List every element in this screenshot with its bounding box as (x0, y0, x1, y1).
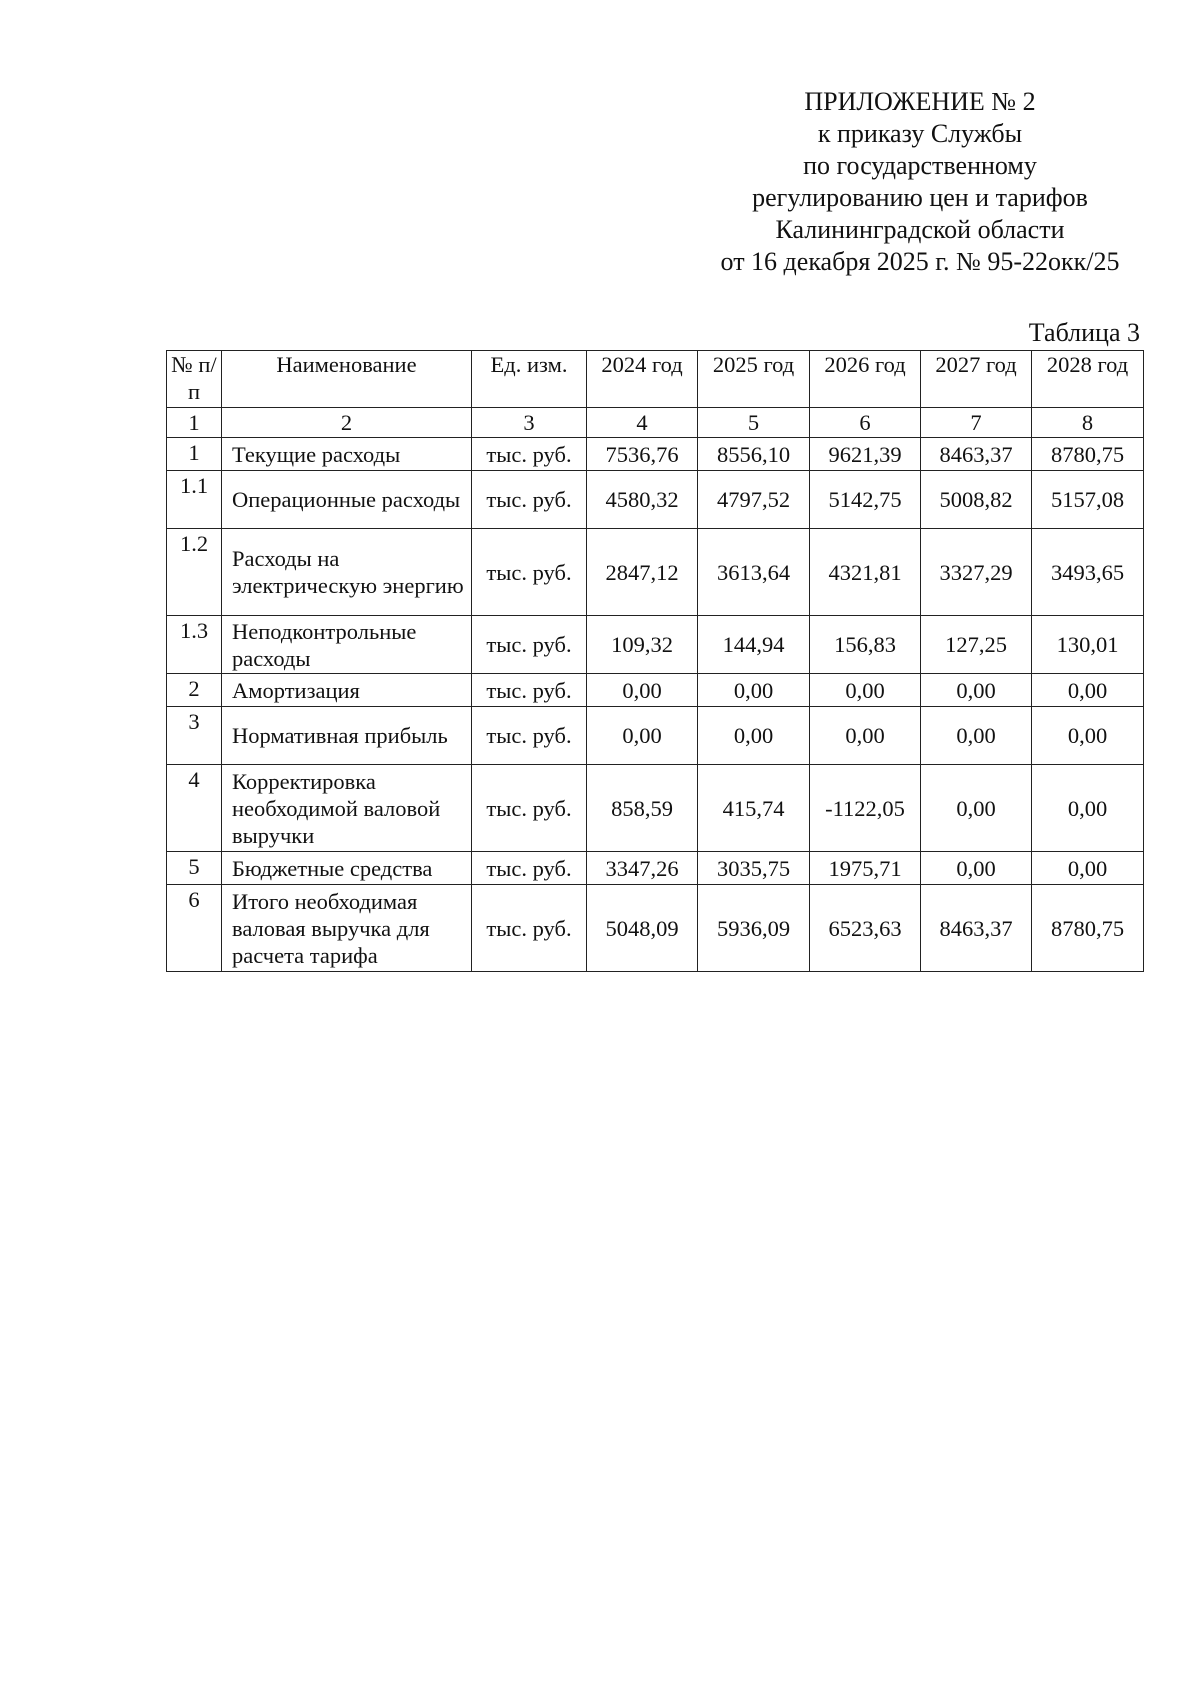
value-cell: -1122,05 (810, 765, 921, 852)
annex-line: по государственному (803, 151, 1037, 180)
row-name: Бюджетные средства (222, 852, 472, 885)
row-number: 1.3 (167, 616, 222, 674)
value-cell: 858,59 (587, 765, 698, 852)
row-number: 2 (167, 674, 222, 707)
value-cell: 0,00 (698, 674, 810, 707)
header-row (167, 351, 1144, 408)
value-cell: 0,00 (921, 707, 1032, 765)
header-cell: 2024 год (587, 351, 698, 408)
value-cell: 0,00 (587, 674, 698, 707)
value-cell: 0,00 (921, 852, 1032, 885)
row-name: Корректировка необходимой валовой выручки (222, 765, 472, 852)
column-number: 5 (698, 408, 810, 438)
value-cell: 0,00 (810, 674, 921, 707)
value-cell: 0,00 (1032, 707, 1144, 765)
value-cell: 3613,64 (698, 529, 810, 616)
value-cell: 3035,75 (698, 852, 810, 885)
value-cell: 144,94 (698, 616, 810, 674)
value-cell: 0,00 (921, 765, 1032, 852)
table-row-total (167, 885, 1144, 972)
row-name: Неподконтрольные расходы (222, 616, 472, 674)
row-name: Расходы на электрическую энергию (222, 529, 472, 616)
row-unit: тыс. руб. (472, 438, 587, 471)
row-number: 3 (167, 707, 222, 765)
annex-line: регулированию цен и тарифов (752, 183, 1088, 212)
annex-title: ПРИЛОЖЕНИЕ № 2 (804, 87, 1036, 116)
table-row (167, 852, 1144, 885)
table-row (167, 438, 1144, 471)
value-cell: 0,00 (1032, 852, 1144, 885)
column-number-row (167, 408, 1144, 438)
value-cell: 415,74 (698, 765, 810, 852)
column-number: 3 (472, 408, 587, 438)
value-cell: 130,01 (1032, 616, 1144, 674)
row-name: Амортизация (222, 674, 472, 707)
row-number: 1 (167, 438, 222, 471)
tariff-table (166, 350, 1144, 972)
value-cell: 2847,12 (587, 529, 698, 616)
value-cell: 0,00 (1032, 765, 1144, 852)
table-row (167, 529, 1144, 616)
column-number: 7 (921, 408, 1032, 438)
value-cell: 8463,37 (921, 438, 1032, 471)
row-number: 1.2 (167, 529, 222, 616)
value-cell: 1975,71 (810, 852, 921, 885)
table-row (167, 765, 1144, 852)
row-number: 6 (167, 885, 222, 972)
value-cell: 8556,10 (698, 438, 810, 471)
header-cell: 2027 год (921, 351, 1032, 408)
table-row (167, 471, 1144, 529)
row-unit: тыс. руб. (472, 765, 587, 852)
value-cell: 8780,75 (1032, 438, 1144, 471)
row-number: 5 (167, 852, 222, 885)
row-unit: тыс. руб. (472, 885, 587, 972)
row-name: Итого необходимая валовая выручка для расчета тарифа (222, 885, 472, 972)
row-unit: тыс. руб. (472, 616, 587, 674)
row-unit: тыс. руб. (472, 529, 587, 616)
value-cell: 127,25 (921, 616, 1032, 674)
annex-line: Калининградской области (775, 215, 1065, 244)
row-unit: тыс. руб. (472, 471, 587, 529)
value-cell: 9621,39 (810, 438, 921, 471)
value-cell: 3493,65 (1032, 529, 1144, 616)
header-cell: Наименование (222, 351, 472, 408)
value-cell: 8780,75 (1032, 885, 1144, 972)
value-cell: 156,83 (810, 616, 921, 674)
column-number: 4 (587, 408, 698, 438)
value-cell: 5936,09 (698, 885, 810, 972)
value-cell: 6523,63 (810, 885, 921, 972)
table-row (167, 616, 1144, 674)
row-number: 4 (167, 765, 222, 852)
row-number: 1.1 (167, 471, 222, 529)
row-unit: тыс. руб. (472, 674, 587, 707)
value-cell: 4797,52 (698, 471, 810, 529)
value-cell: 3327,29 (921, 529, 1032, 616)
column-number: 8 (1032, 408, 1144, 438)
header-cell: № п/п (167, 351, 222, 408)
table-caption: Таблица 3 (1028, 318, 1140, 347)
value-cell: 5048,09 (587, 885, 698, 972)
row-name: Операционные расходы (222, 471, 472, 529)
column-number: 2 (222, 408, 472, 438)
value-cell: 0,00 (921, 674, 1032, 707)
row-name: Нормативная прибыль (222, 707, 472, 765)
value-cell: 0,00 (810, 707, 921, 765)
value-cell: 5008,82 (921, 471, 1032, 529)
value-cell: 0,00 (698, 707, 810, 765)
value-cell: 0,00 (587, 707, 698, 765)
annex-order-date: от 16 декабря 2025 г. № 95-22окк/25 (720, 247, 1120, 276)
value-cell: 5157,08 (1032, 471, 1144, 529)
header-cell: 2028 год (1032, 351, 1144, 408)
row-unit: тыс. руб. (472, 707, 587, 765)
table-row (167, 674, 1144, 707)
row-unit: тыс. руб. (472, 852, 587, 885)
row-name: Текущие расходы (222, 438, 472, 471)
annex-heading (680, 86, 1160, 278)
value-cell: 4321,81 (810, 529, 921, 616)
value-cell: 109,32 (587, 616, 698, 674)
table-row (167, 707, 1144, 765)
value-cell: 3347,26 (587, 852, 698, 885)
value-cell: 0,00 (1032, 674, 1144, 707)
column-number: 6 (810, 408, 921, 438)
value-cell: 7536,76 (587, 438, 698, 471)
header-cell: Ед. изм. (472, 351, 587, 408)
column-number: 1 (167, 408, 222, 438)
value-cell: 4580,32 (587, 471, 698, 529)
header-cell: 2026 год (810, 351, 921, 408)
annex-line: к приказу Службы (817, 119, 1023, 148)
header-cell: 2025 год (698, 351, 810, 408)
value-cell: 8463,37 (921, 885, 1032, 972)
value-cell: 5142,75 (810, 471, 921, 529)
